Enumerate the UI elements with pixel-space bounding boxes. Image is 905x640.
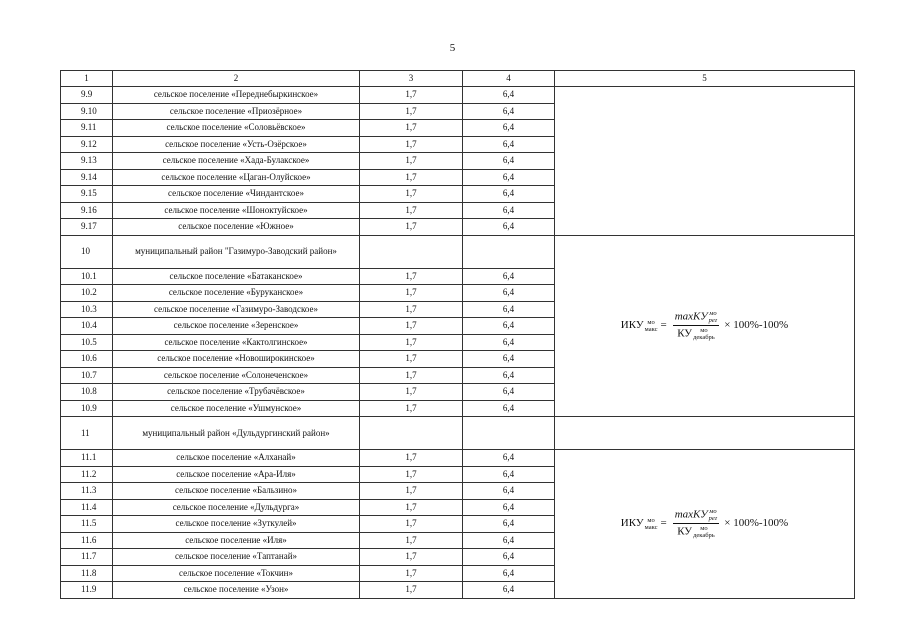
value-col4: 6,4 — [463, 318, 555, 335]
formula-numerator — [673, 508, 720, 524]
value-col3: 1,7 — [360, 136, 463, 153]
value-col3: 1,7 — [360, 351, 463, 368]
formula-lhs-sub: макс — [644, 523, 658, 531]
formula-equals: = — [660, 517, 667, 530]
value-col4: 6,4 — [463, 202, 555, 219]
formula-cell — [555, 450, 855, 599]
formula-fraction — [673, 310, 720, 341]
settlement-name: сельское поселение «Чиндантское» — [113, 186, 360, 203]
settlement-name: сельское поселение «Иля» — [113, 532, 360, 549]
value-col3: 1,7 — [360, 516, 463, 533]
value-col3: 1,7 — [360, 268, 463, 285]
value-col3: 1,7 — [360, 301, 463, 318]
header-cell: 2 — [113, 71, 360, 87]
value-col4: 6,4 — [463, 268, 555, 285]
district-number: 10 — [61, 235, 113, 268]
row-number: 11.6 — [61, 532, 113, 549]
settlement-name: сельское поселение «Солонеченское» — [113, 367, 360, 384]
value-col3: 1,7 — [360, 565, 463, 582]
settlement-name: сельское поселение «Зуткулей» — [113, 516, 360, 533]
settlement-name: сельское поселение «Ушмунское» — [113, 400, 360, 417]
value-col4: 6,4 — [463, 549, 555, 566]
value-col4: 6,4 — [463, 351, 555, 368]
settlement-name: сельское поселение «Приозёрное» — [113, 103, 360, 120]
formula — [621, 508, 788, 539]
formula-den-main: КУ — [677, 525, 693, 538]
value-col3: 1,7 — [360, 466, 463, 483]
row-number: 10.5 — [61, 334, 113, 351]
formula-rhs: × 100%-100% — [724, 517, 789, 530]
formula-num-main: maxКУ — [674, 310, 708, 323]
value-col3: 1,7 — [360, 450, 463, 467]
value-col3: 1,7 — [360, 499, 463, 516]
row-number: 9.17 — [61, 219, 113, 236]
formula-den-sub: декабрь — [693, 334, 715, 342]
district-col4 — [463, 417, 555, 450]
formula-lhs-sup: мо — [647, 516, 655, 524]
value-col4: 6,4 — [463, 516, 555, 533]
value-col4: 6,4 — [463, 301, 555, 318]
value-col3: 1,7 — [360, 103, 463, 120]
formula-den-main: КУ — [677, 327, 693, 340]
settlement-name: сельское поселение «Соловьёвское» — [113, 120, 360, 137]
value-col4: 6,4 — [463, 466, 555, 483]
value-col4: 6,4 — [463, 87, 555, 104]
district-name: муниципальный район «Дульдургинский район» — [113, 417, 360, 450]
formula — [621, 310, 788, 341]
table-row — [61, 87, 855, 104]
settlement-name: сельское поселение «Бальзино» — [113, 483, 360, 500]
formula-num-sub: рег — [708, 317, 718, 325]
table-row — [61, 450, 855, 467]
header-row — [61, 71, 855, 87]
district-col5 — [555, 417, 855, 450]
value-col4: 6,4 — [463, 169, 555, 186]
settlement-name: сельское поселение «Дульдурга» — [113, 499, 360, 516]
formula-denominator — [675, 524, 717, 539]
formula-lhs-indices — [645, 319, 658, 333]
row-number: 11.3 — [61, 483, 113, 500]
value-col3: 1,7 — [360, 483, 463, 500]
formula-den-sup: мо — [700, 525, 708, 533]
formula-den-indices — [693, 327, 715, 341]
value-col4: 6,4 — [463, 367, 555, 384]
row-number: 10.6 — [61, 351, 113, 368]
value-col3: 1,7 — [360, 549, 463, 566]
settlement-name: сельское поселение «Усть-Озёрское» — [113, 136, 360, 153]
tariff-table — [60, 70, 855, 599]
formula-num-sub: рег — [708, 515, 718, 523]
value-col3: 1,7 — [360, 318, 463, 335]
value-col4: 6,4 — [463, 334, 555, 351]
value-col4: 6,4 — [463, 186, 555, 203]
district-name: муниципальный район "Газимуро-Заводский район» — [113, 235, 360, 268]
formula-fraction — [673, 508, 720, 539]
settlement-name: сельское поселение «Буруканское» — [113, 285, 360, 302]
row-number: 11.8 — [61, 565, 113, 582]
settlement-name: сельское поселение «Шоноктуйское» — [113, 202, 360, 219]
formula-den-sub: декабрь — [693, 532, 715, 540]
header-cell: 1 — [61, 71, 113, 87]
settlement-name: сельское поселение «Переднебыркинское» — [113, 87, 360, 104]
value-col4: 6,4 — [463, 219, 555, 236]
row-number: 9.9 — [61, 87, 113, 104]
value-col3: 1,7 — [360, 384, 463, 401]
value-col3: 1,7 — [360, 219, 463, 236]
row-number: 9.13 — [61, 153, 113, 170]
value-col4: 6,4 — [463, 582, 555, 599]
row-number: 9.14 — [61, 169, 113, 186]
formula-num-sup: мо — [709, 310, 717, 318]
formula-den-indices — [693, 525, 715, 539]
value-col3: 1,7 — [360, 582, 463, 599]
district-row — [61, 235, 855, 268]
value-col3: 1,7 — [360, 87, 463, 104]
row-number: 10.8 — [61, 384, 113, 401]
settlement-name: сельское поселение «Батаканское» — [113, 268, 360, 285]
row-number: 10.3 — [61, 301, 113, 318]
district-number: 11 — [61, 417, 113, 450]
settlement-name: сельское поселение «Хада-Булакское» — [113, 153, 360, 170]
value-col4: 6,4 — [463, 499, 555, 516]
district-col4 — [463, 235, 555, 268]
settlement-name: сельское поселение «Узон» — [113, 582, 360, 599]
settlement-name: сельское поселение «Южное» — [113, 219, 360, 236]
row-number: 9.15 — [61, 186, 113, 203]
value-col3: 1,7 — [360, 400, 463, 417]
formula-cell — [555, 235, 855, 417]
row-number: 10.1 — [61, 268, 113, 285]
value-col4: 6,4 — [463, 532, 555, 549]
formula-den-sup: мо — [700, 327, 708, 335]
row-number: 9.10 — [61, 103, 113, 120]
formula-lhs-indices — [645, 517, 658, 531]
formula-num-main: maxКУ — [674, 508, 708, 521]
row-number: 10.9 — [61, 400, 113, 417]
row-number: 11.9 — [61, 582, 113, 599]
formula-numerator — [673, 310, 720, 326]
formula-lhs: ИКУ — [620, 319, 644, 332]
value-col4: 6,4 — [463, 136, 555, 153]
row-number: 10.2 — [61, 285, 113, 302]
settlement-name: сельское поселение «Цаган-Олуйское» — [113, 169, 360, 186]
settlement-name: сельское поселение «Трубачёвское» — [113, 384, 360, 401]
value-col3: 1,7 — [360, 153, 463, 170]
formula-equals: = — [660, 319, 667, 332]
value-col4: 6,4 — [463, 103, 555, 120]
value-col4: 6,4 — [463, 450, 555, 467]
formula-lhs: ИКУ — [620, 517, 644, 530]
row-number: 11.2 — [61, 466, 113, 483]
value-col4: 6,4 — [463, 120, 555, 137]
value-col4: 6,4 — [463, 285, 555, 302]
district-col3 — [360, 235, 463, 268]
row-number: 10.4 — [61, 318, 113, 335]
row-number: 11.4 — [61, 499, 113, 516]
district-row — [61, 417, 855, 450]
value-col3: 1,7 — [360, 334, 463, 351]
formula-lhs-sub: макс — [644, 325, 658, 333]
row-number: 11.5 — [61, 516, 113, 533]
settlement-name: сельское поселение «Таптанай» — [113, 549, 360, 566]
formula-num-indices — [709, 508, 718, 522]
value-col4: 6,4 — [463, 384, 555, 401]
value-col3: 1,7 — [360, 186, 463, 203]
value-col3: 1,7 — [360, 169, 463, 186]
row-number: 11.7 — [61, 549, 113, 566]
value-col3: 1,7 — [360, 367, 463, 384]
settlement-name: сельское поселение «Зеренское» — [113, 318, 360, 335]
settlement-name: сельское поселение «Алханай» — [113, 450, 360, 467]
row-number: 11.1 — [61, 450, 113, 467]
formula-lhs-sup: мо — [647, 318, 655, 326]
settlement-name: сельское поселение «Токчин» — [113, 565, 360, 582]
settlement-name: сельское поселение «Ара-Иля» — [113, 466, 360, 483]
value-col3: 1,7 — [360, 285, 463, 302]
value-col3: 1,7 — [360, 532, 463, 549]
header-cell: 3 — [360, 71, 463, 87]
value-col4: 6,4 — [463, 483, 555, 500]
value-col4: 6,4 — [463, 153, 555, 170]
formula-denominator — [675, 326, 717, 341]
settlement-name: сельское поселение «Новоширокинское» — [113, 351, 360, 368]
col5-blank — [555, 87, 855, 236]
header-cell: 5 — [555, 71, 855, 87]
settlement-name: сельское поселение «Кактолгинское» — [113, 334, 360, 351]
row-number: 9.12 — [61, 136, 113, 153]
value-col4: 6,4 — [463, 565, 555, 582]
district-col3 — [360, 417, 463, 450]
header-cell: 4 — [463, 71, 555, 87]
row-number: 9.11 — [61, 120, 113, 137]
formula-rhs: × 100%-100% — [724, 319, 789, 332]
value-col3: 1,7 — [360, 202, 463, 219]
row-number: 9.16 — [61, 202, 113, 219]
page-number: 5 — [449, 42, 456, 54]
row-number: 10.7 — [61, 367, 113, 384]
value-col3: 1,7 — [360, 120, 463, 137]
value-col4: 6,4 — [463, 400, 555, 417]
formula-num-sup: мо — [709, 508, 717, 516]
settlement-name: сельское поселение «Газимуро-Заводское» — [113, 301, 360, 318]
formula-num-indices — [709, 310, 718, 324]
